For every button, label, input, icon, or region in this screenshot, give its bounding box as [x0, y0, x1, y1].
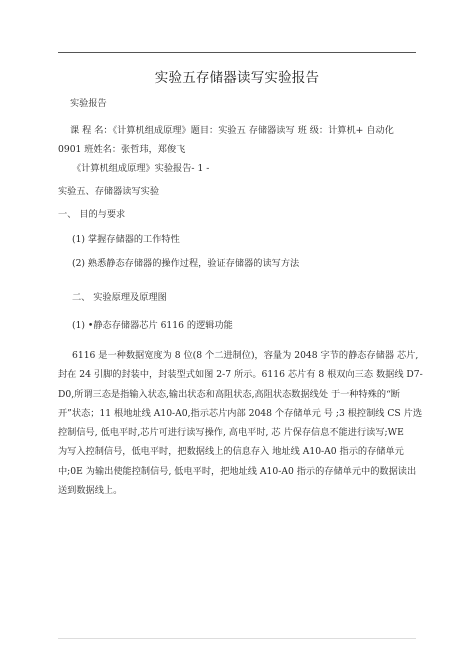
report-heading: 实验报告 [70, 98, 107, 109]
principle-item-1: (1) •静态存储器芯片 6116 的逻辑功能 [72, 320, 233, 331]
paragraph-line: 控制信号, 低电平时,芯片可进行读写操作, 高电平时, 芯 片保存信息不能进行读写;WE [58, 427, 404, 439]
top-divider [58, 52, 416, 53]
experiment-title: 实验五、存储器读写实验 [58, 186, 160, 197]
paragraph-line: 为写入控制信号，低电平时，把数据线上的信息存入 地址线 A10-A0 指示的存储单元 [58, 446, 404, 458]
paragraph-line: 封在 24 引脚的封装中，封装型式如图 2-7 所示。6116 芯片有 8 根双向三态 数据线 D7- [58, 369, 423, 381]
paragraph-line: 送到数据线上。 [58, 485, 123, 497]
course-info-line: 课 程 名：《计算机组成原理》题目：实验五 存储器读写 班 级：计算机+ 自动化 [70, 125, 394, 136]
paragraph-line: D0,所谓三态是指输入状态,输出状态和高阻状态,高阻状态数据线处 于一种特殊的“断 [58, 388, 400, 400]
goal-item-2: (2) 熟悉静态存储器的操作过程，验证存储器的读写方法 [72, 258, 300, 269]
class-name-line: 0901 班姓名：张哲玮，郑俊飞 [58, 144, 186, 155]
report-footer-line: 《计算机组成原理》实验报告- 1 - [72, 163, 210, 174]
goal-item-1: (1) 掌握存储器的工作特性 [72, 234, 180, 245]
body-paragraph [58, 346, 423, 500]
paragraph-line: 开”状态；11 根地址线 A10-A0,指示芯片内部 2048 个存储单元 号 ;3 根控制线 CS 片选 [58, 407, 423, 419]
bottom-divider [58, 638, 416, 639]
paragraph-line: 6116 是一种数据宽度为 8 位(8 个二进制位)，容量为 2048 字节的静态存储器 芯片, [72, 350, 419, 361]
document-title: 实验五存储器读写实验报告 [154, 70, 320, 86]
section-heading-goals: 一、 目的与要求 [58, 209, 126, 220]
paragraph-line: 中;0E 为输出使能控制信号, 低电平时，把地址线 A10-A0 指示的存储单元中的数据读出 [58, 465, 417, 477]
section-heading-principles: 二、 实验原理及原理图 [72, 292, 167, 303]
